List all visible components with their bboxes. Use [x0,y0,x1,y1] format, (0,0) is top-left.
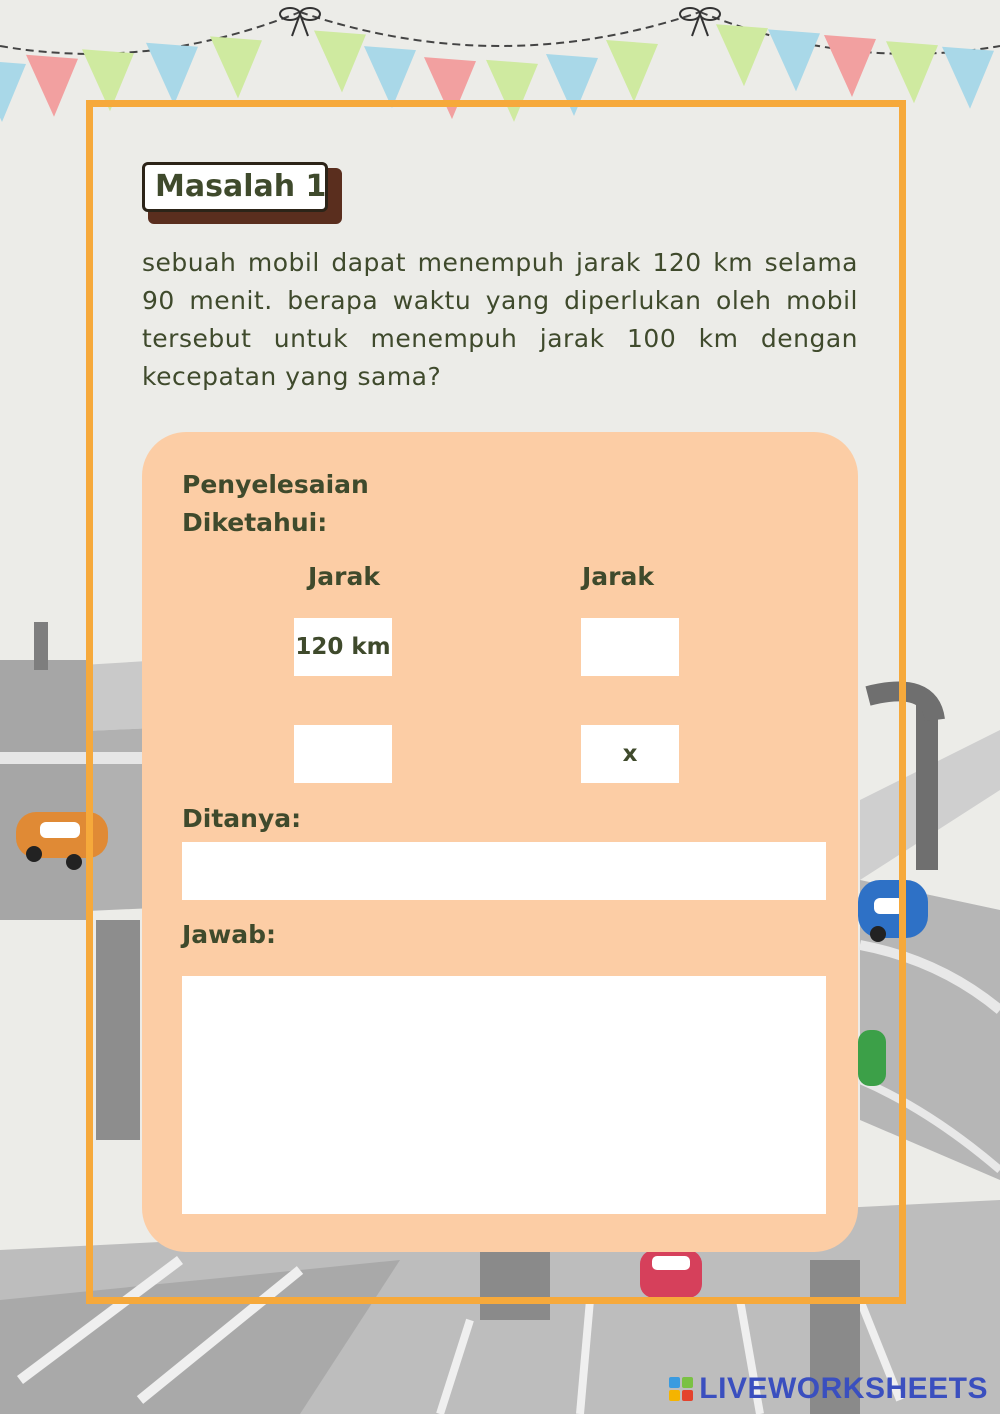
asked-label: Ditanya: [182,804,302,833]
bow-icon [280,8,320,36]
flag-icon [210,36,262,98]
solution-heading: Penyelesaian [182,470,369,499]
distance-2-input[interactable] [581,618,679,676]
asked-input[interactable] [182,842,826,900]
logo-text: LIVEWORKSHEETS [699,1372,988,1405]
problem-text: sebuah mobil dapat menempuh jarak 120 km selama 90 menit. berapa waktu yang diperlukan oleh mobil tersebut untuk menempuh jarak 100 km dengan kecepatan yang sama? [142,248,858,391]
logo-icon [669,1377,693,1401]
bow-icon [680,8,720,36]
flag-icon [0,60,26,122]
col2-header: Jarak [582,562,654,591]
time-2-box: x [581,725,679,783]
time-1-input[interactable] [294,725,392,783]
flag-icon [886,41,938,103]
answer-textarea[interactable] [182,976,826,1214]
title-badge [142,162,328,212]
flag-icon [716,24,768,86]
flag-icon [364,46,416,108]
flag-icon [26,55,78,117]
distance-1-box: 120 km [294,618,392,676]
flag-icon [824,35,876,97]
liveworksheets-logo[interactable] [669,1372,988,1406]
flag-icon [314,31,366,93]
page-title: Masalah 1 [142,162,328,212]
flag-icon [146,43,198,105]
known-label: Diketahui: [182,508,328,537]
col1-header: Jarak [308,562,380,591]
answer-label: Jawab: [182,920,277,949]
flag-icon [768,29,820,91]
flag-icon [942,47,994,109]
flag-icon [606,40,658,102]
